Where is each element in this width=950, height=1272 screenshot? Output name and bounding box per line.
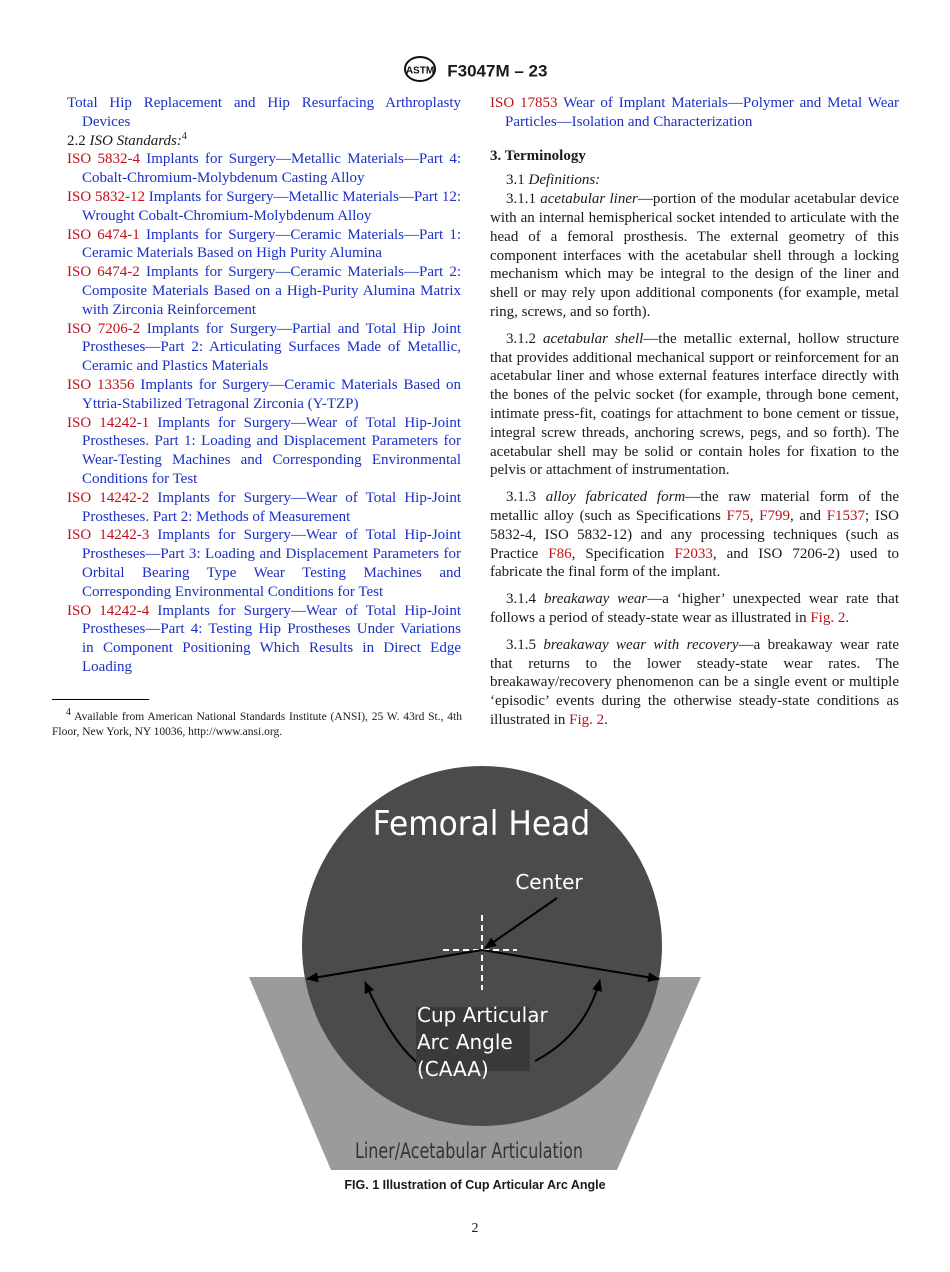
footnote-text: Available from American National Standards Institute (ANSI), 25 W. 43rd St., 4th Floor, New York, NY 10036, http://www.ansi.org. [52,711,462,738]
reference-item [67,226,461,264]
reference-item [67,376,461,414]
link-f86[interactable]: F86 [548,545,572,562]
liner-articulation-label: Liner/Acetabular Articulation [355,1139,583,1163]
reference-code[interactable]: ISO 14242-2 [67,489,150,506]
definition-acetabular-shell: 3.1.2 acetabular shell—the metallic external, hollow structure that provides additional mechanical support or reinforcement for an acetabular liner and whose external features interface directly with the bones of the pelvic socket (for example, through bone cement, intimate press-fit, coatings for attachment to bone cement or tissue, integral screw threads, anchoring screws, pegs, and so forth). The acetabular shell may be solid or contain holes for fixation to the pelvis or attachment of instrumentation. [490,330,900,479]
astm-logo-text: ASTM [405,65,434,77]
link-f799[interactable]: F799 [759,507,791,524]
reference-code[interactable]: ISO 6474-1 [67,226,140,243]
femoral-head-label: Femoral Head [372,803,591,844]
reference-title[interactable]: Implants for Surgery—Wear of Total Hip-Joint Prostheses—Part 3: Loading and Displacement Parameters for Orbital Bearing Type Wear Testing Machines and Corresponding Environmental Conditions for Test [82,527,462,600]
section-number: 2.2 [67,132,86,149]
section-heading: 3. Terminology [490,147,586,164]
footnote-divider [52,699,149,700]
reference-code[interactable]: ISO 13356 [67,376,135,393]
iso-reference-list [67,150,461,676]
reference-title[interactable]: Implants for Surgery—Metallic Materials—Part 12: Wrought Cobalt-Chromium-Molybdenum Alloy [82,188,461,224]
reference-code[interactable]: ISO 14242-3 [67,527,150,544]
left-column [67,94,461,677]
caaa-label-line3: (CAAA) [417,1057,489,1081]
footnote-number: 4 [66,707,71,719]
reference-code[interactable]: ISO 14242-4 [67,602,150,619]
definition-alloy-fabricated-form: 3.1.3 alloy fabricated form—the raw material form of the metallic alloy (such as Specifications F75, F799, and F1537; ISO 5832-4, ISO 5832-12) and any processing techniques (such as Practice F86, Specification F2033, and ISO 7206-2) used to fabricate the final form of the implant. [490,489,900,581]
document-id: F3047M – 23 [447,61,548,81]
reference-title[interactable]: Total Hip Replacement and Hip Resurfacing Arthroplasty Devices [67,95,461,130]
figure-caption: FIG. 1 Illustration of Cup Articular Arc Angle [344,1178,606,1192]
page-header [0,56,950,87]
reference-item [67,188,461,226]
link-fig2[interactable]: Fig. 2 [569,711,605,728]
definition-breakaway-wear: 3.1.4 breakaway wear—a ‘higher’ unexpected wear rate that follows a period of steady-state wear as illustrated in Fig. 2. [490,591,900,626]
reference-title[interactable]: Implants for Surgery—Wear of Total Hip-Joint Prostheses. Part 2: Methods of Measurement [82,489,462,525]
reference-code[interactable]: ISO 17853 [490,95,558,111]
figure-1 [245,765,705,1175]
reference-code[interactable]: ISO 7206-2 [67,320,141,337]
right-column [490,94,899,730]
caaa-label-line2: Arc Angle [417,1030,513,1054]
reference-title[interactable]: Implants for Surgery—Ceramic Materials—Part 1: Ceramic Materials Based on High Purity Alumina [82,226,461,262]
reference-item [67,414,461,489]
reference-title[interactable]: Implants for Surgery—Ceramic Materials—Part 2: Composite Materials Based on a High-Purity Alumina Matrix with Zirconia Reinforcement [82,264,461,318]
link-fig2[interactable]: Fig. 2 [810,609,846,626]
reference-code[interactable]: ISO 5832-12 [67,188,145,205]
reference-item [490,94,899,132]
footnote [52,707,462,739]
reference-continued [67,94,461,132]
reference-code[interactable]: ISO 6474-2 [67,264,140,281]
definitions-subheading: 3.1 Definitions: [506,172,601,189]
footnote-marker[interactable]: 4 [181,130,187,142]
astm-logo [403,56,437,87]
iso-standards-heading [67,132,461,151]
reference-code[interactable]: ISO 14242-1 [67,414,150,431]
definition-breakaway-wear-recovery: 3.1.5 breakaway wear with recovery—a breakaway wear rate that returns to the lower steady-state wear rates. The breakaway/recovery phenomenon can be a single event or multiple ‘episodic’ events during the otherwise steady-state conditions as illustrated in Fig. 2. [490,636,899,728]
reference-item [67,602,461,677]
reference-item [67,320,461,376]
reference-item [67,150,461,188]
reference-code[interactable]: ISO 5832-4 [67,151,140,168]
reference-item [67,263,461,319]
reference-item [67,526,461,601]
reference-title[interactable]: Wear of Implant Materials—Polymer and Metal Wear Particles—Isolation and Characterization [505,95,900,130]
link-f1537[interactable]: F1537 [826,507,866,524]
reference-title[interactable]: Implants for Surgery—Wear of Total Hip-Joint Prostheses. Part 1: Loading and Displacement Parameters for Wear-Testing Machines and Corresponding Environmental Conditions for Test [82,414,462,487]
reference-title[interactable]: Implants for Surgery—Wear of Total Hip-Joint Prostheses—Part 4: Testing Hip Prostheses Under Variations in Component Positioning Which Results in Direct Edge Loading [82,602,462,675]
definition-acetabular-liner: 3.1.1 acetabular liner—portion of the modular acetabular device with an internal hemispherical socket intended to articulate with the head of a femoral prosthesis. The external geometry of this component interfaces with the acetabular shell through a locking mechanism which may be integral to the design of the liner and shell or may rely upon additional components (for example, metal ring, screws, and so forth). [490,191,900,320]
reference-title[interactable]: Implants for Surgery—Partial and Total Hip Joint Prostheses—Part 2: Articulating Surfaces Made of Metallic, Ceramic and Plastics Materials [82,320,461,375]
caaa-label-line1: Cup Articular [417,1003,548,1027]
link-f75[interactable]: F75 [726,507,750,524]
reference-title[interactable]: Implants for Surgery—Metallic Materials—Part 4: Cobalt-Chromium-Molybdenum Casting Alloy [82,151,461,187]
cup-articular-arc-angle-diagram [245,765,705,1175]
section-label: ISO Standards: [89,132,182,149]
reference-item [67,489,461,527]
center-label: Center [515,870,583,894]
link-f2033[interactable]: F2033 [674,545,713,562]
reference-title[interactable]: Implants for Surgery—Ceramic Materials Based on Yttria-Stabilized Tetragonal Zirconia (Y-TZP) [82,376,461,412]
page-number: 2 [471,1221,479,1236]
